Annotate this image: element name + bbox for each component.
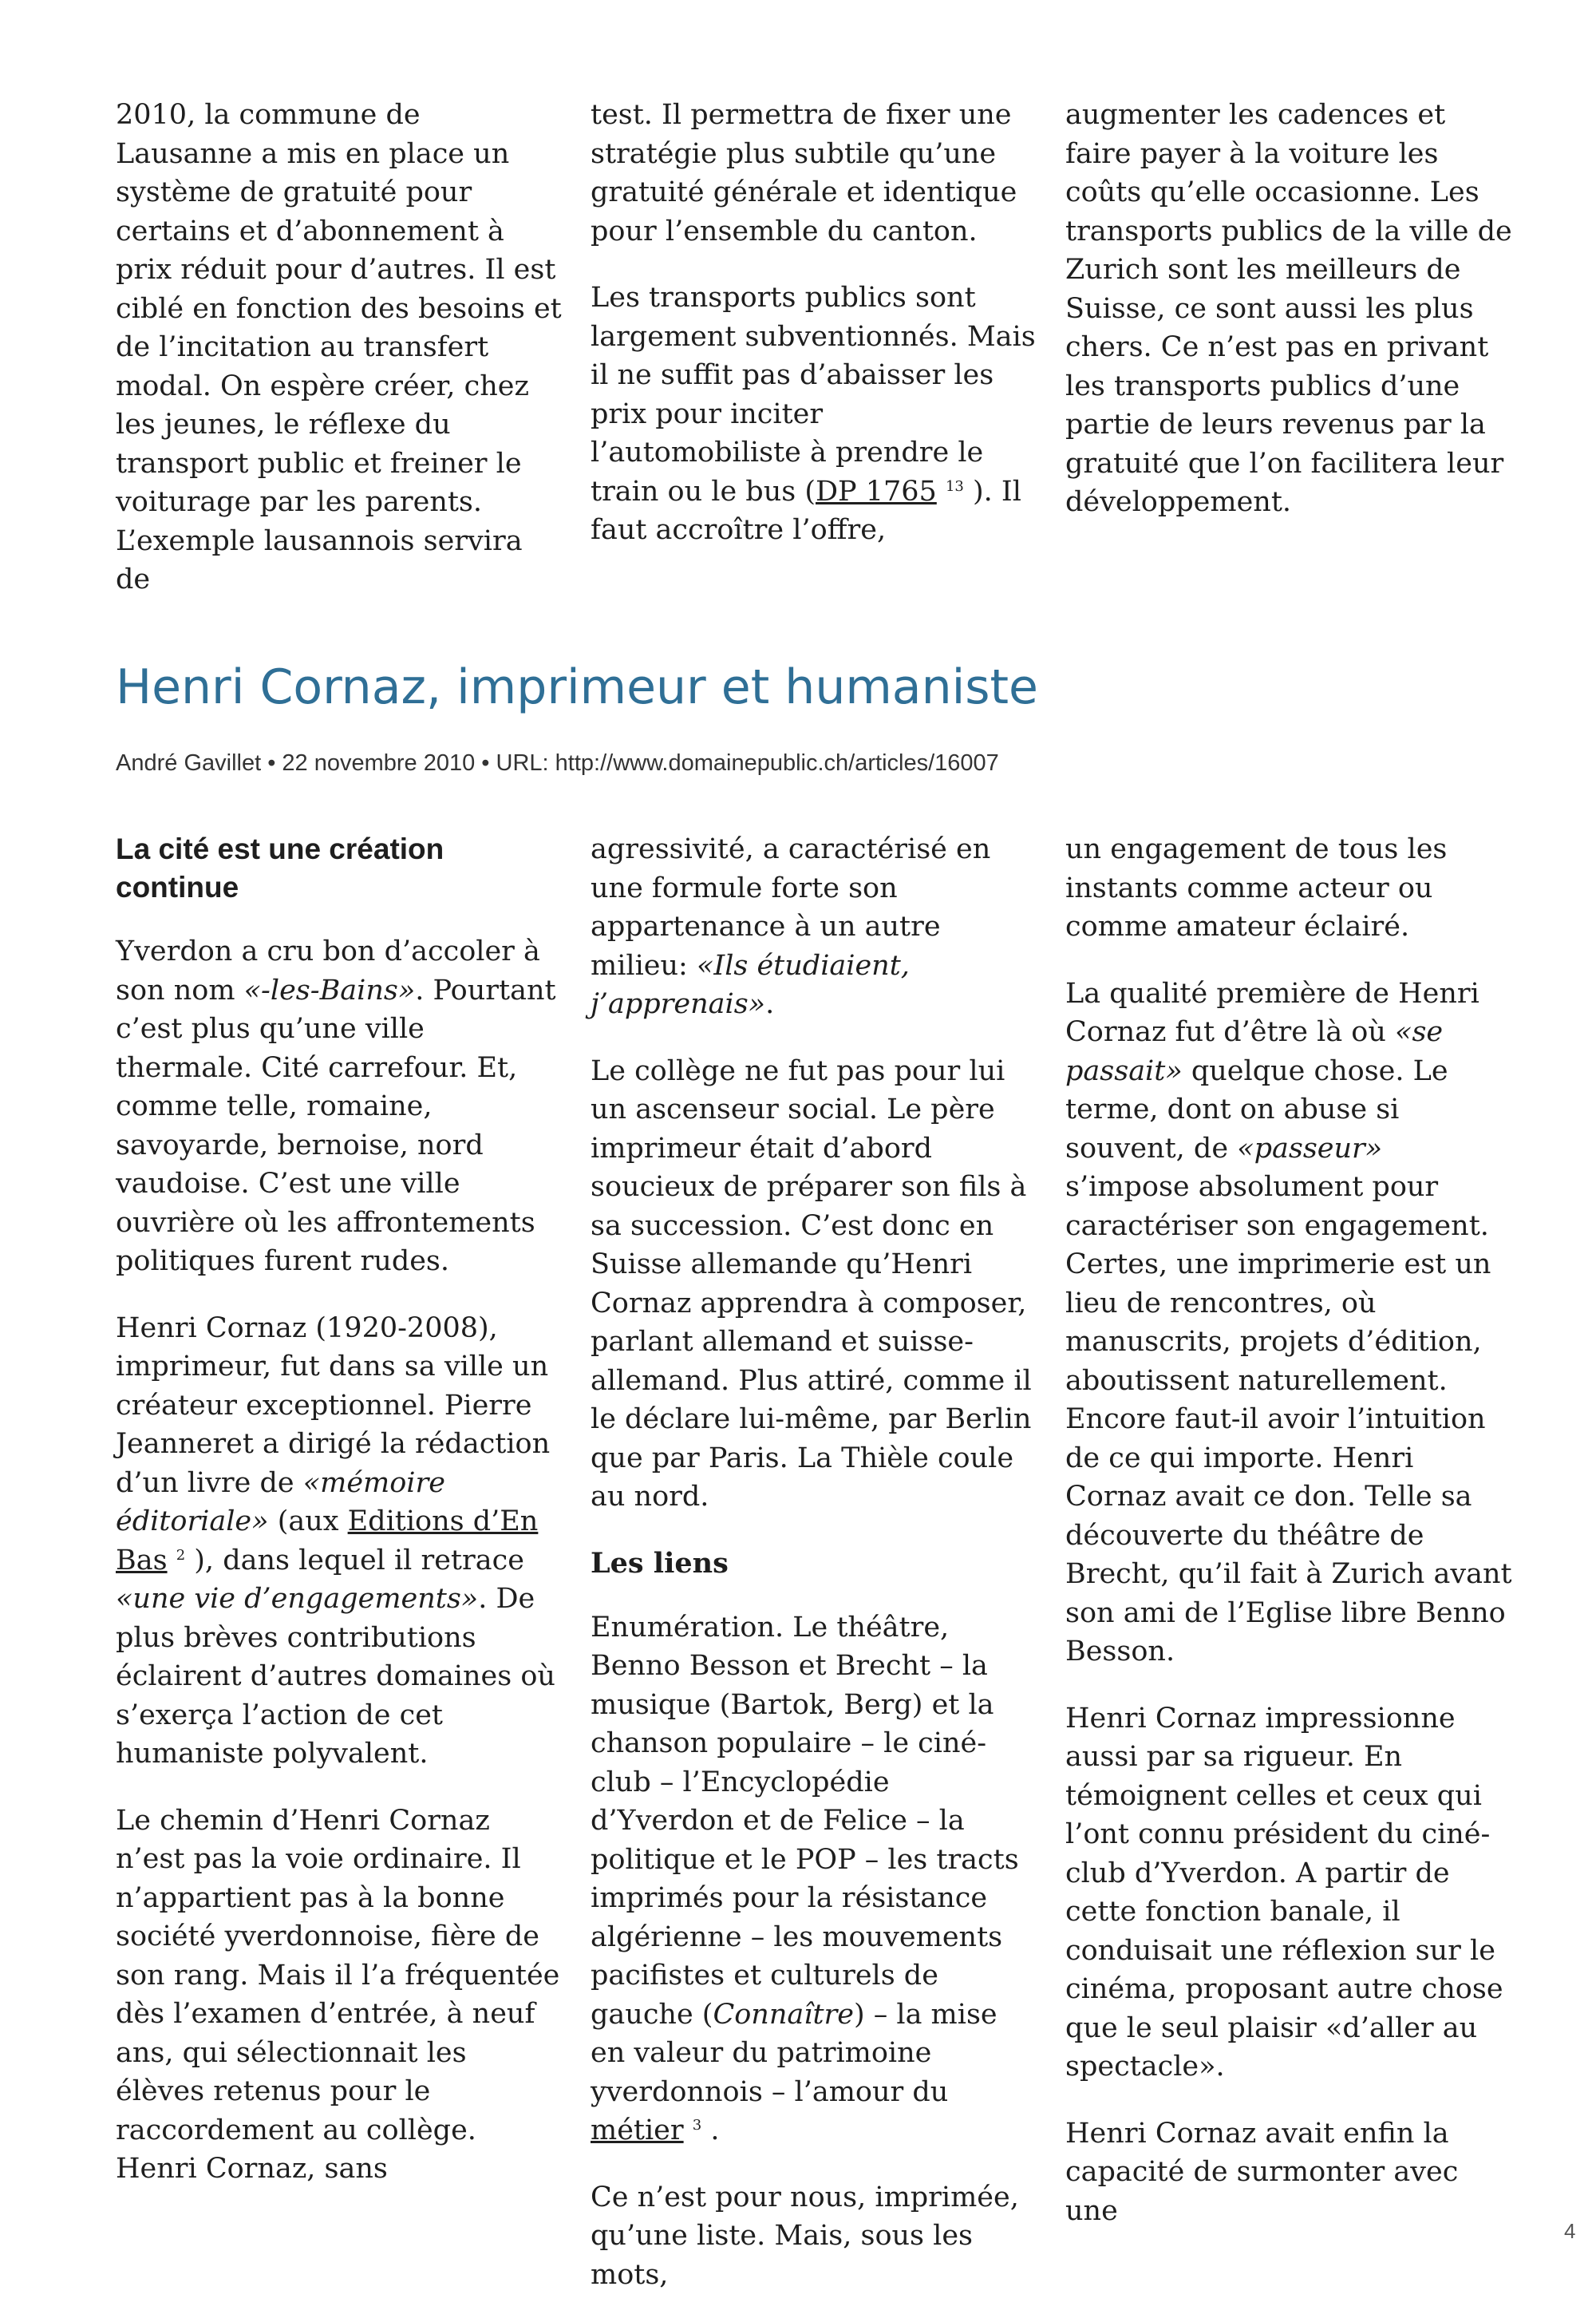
paragraph: Yverdon a cru bon d’accoler à son nom «-les-Bains». Pourtant c’est plus qu’une ville thermale. Cité carrefour. Et, comme telle, romaine, savoyarde, bernoise, nord vaudoise. C’est une ville ouvrière où les affrontements politiques furent rudes.	[116, 936, 556, 1277]
footnote-number: 13	[945, 477, 964, 495]
article-meta: André Gavillet • 22 novembre 2010 • URL: http://www.domainepublic.ch/articles/16007	[116, 750, 999, 776]
footnote-link-metier[interactable]: métier	[591, 2114, 684, 2146]
prev-article-col-3	[1065, 96, 1512, 550]
footnote-link-dp1765[interactable]: DP 1765	[815, 475, 937, 508]
paragraph: 2010, la commune de Lausanne a mis en place un système de gratuité pour certains et d’abonnement à prix réduit pour d’autres. Il est ciblé en fonction des besoins et de l’incitation au transfert modal. On espère créer, chez les jeunes, le réflexe du transport public et freiner le voiturage par les parents. L’exemple lausannois servira de	[116, 99, 562, 595]
section-heading: Les liens	[591, 1546, 729, 1580]
paragraph: Henri Cornaz (1920-2008), imprimeur, fut dans sa ville un créateur exceptionnel. Pierre Jeanneret a dirigé la rédaction d’un livre de «mémoire éditoriale» (aux Editions d’En Bas $^2$ ), dans lequel il retrace «une vie d’engagements». De plus brèves contributions éclairent d’autres domaines où s’exerça l’action de cet humaniste polyvalent.	[116, 1311, 555, 1770]
article-col-3	[1065, 830, 1512, 2258]
article-col-1	[116, 830, 563, 2217]
paragraph: Le collège ne fut pas pour lui un ascenseur social. Le père imprimeur était d’abord soucieux de préparer son fils à sa succession. C’est donc en Suisse allemande qu’Henri Cornaz apprendra à composer, parlant allemand et suisse-allemand. Plus attiré, comme il le déclare lui-même, par Berlin que par Paris. La Thièle coule au nord.	[591, 1054, 1032, 1513]
paragraph: Enumération. Le théâtre, Benno Besson et Brecht – la musique (Bartok, Berg) et la chanson populaire – le ciné-club – l’Encyclopédie d’Yverdon et de Felice – la politique et le POP – les tracts imprimés pour la résistance algérienne – les mouvements pacifistes et culturels de gauche (Connaître) – la mise en valeur du patrimoine yverdonnois – l’amour du métier $^3$ .	[591, 1611, 1019, 2146]
paragraph: un engagement de tous les instants comme acteur ou comme amateur éclairé.	[1065, 833, 1448, 943]
prev-article-col-2	[591, 96, 1037, 578]
paragraph: Henri Cornaz avait enfin la capacité de surmonter avec une	[1065, 2117, 1459, 2227]
section-heading: La cité est une création continue	[116, 833, 444, 904]
paragraph: La qualité première de Henri Cornaz fut d’être là où «se passait» quelque chose. Le terme, dont on abuse si souvent, de «passeur» s’impose absolument pour caractériser son engagement. Certes, une imprimerie est un lieu de rencontres, où manuscrits, projets d’édition, aboutissent naturellement. Encore faut-il avoir l’intuition de ce qui importe. Henri Cornaz avait ce don. Telle sa découverte du théâtre de Brecht, qu’il fait à Zurich avant son ami de l’Eglise libre Benno Besson.	[1065, 977, 1512, 1667]
article-col-2	[591, 830, 1037, 2322]
paragraph: agressivité, a caractérisé en une formule forte son appartenance à un autre milieu: «Ils étudiaient, j’apprenais».	[591, 833, 991, 1020]
article-title: Henri Cornaz, imprimeur et humaniste	[116, 659, 1038, 715]
page-number: 4	[1564, 2219, 1576, 2243]
paragraph: Henri Cornaz impressionne aussi par sa rigueur. En témoignent celles et ceux qui l’ont connu président du ciné-club d’Yverdon. A partir de cette fonction banale, il conduisait une réflexion sur le cinéma, proposant autre chose que le seul plaisir «d’aller au spectacle».	[1065, 1702, 1503, 2083]
footnote-link-editions[interactable]: Editions d’En Bas	[116, 1505, 539, 1576]
paragraph: Ce n’est pour nous, imprimée, qu’une liste. Mais, sous les mots,	[591, 2181, 1019, 2291]
footnote-number: 3	[692, 2117, 702, 2134]
paragraph: test. Il permettra de fixer une stratégie plus subtile qu’une gratuité générale et identique pour l’ensemble du canton.	[591, 99, 1017, 247]
paragraph: augmenter les cadences et faire payer à la voiture les coûts qu’elle occasionne. Les transports publics de la ville de Zurich sont les meilleurs de Suisse, ce sont aussi les plus chers. Ce n’est pas en privant les transports publics d’une partie de leurs revenus par la gratuité que l’on facilitera leur développement.	[1065, 99, 1512, 518]
paragraph: Le chemin d’Henri Cornaz n’est pas la voie ordinaire. Il n’appartient pas à la bonne société yverdonnoise, fière de son rang. Mais il l’a fréquentée dès l’examen d’entrée, à neuf ans, qui sélectionnait les élèves retenus pour le raccordement au collège. Henri Cornaz, sans	[116, 1804, 560, 2185]
paragraph: Les transports publics sont largement subventionnés. Mais il ne suffit pas d’abaisser les prix pour inciter l’automobiliste à prendre le train ou le bus (DP 1765 $^{13}$ ). Il faut accroître l’offre,	[591, 282, 1036, 546]
footnote-number: 2	[176, 1546, 186, 1564]
prev-article-col-1	[116, 96, 563, 627]
